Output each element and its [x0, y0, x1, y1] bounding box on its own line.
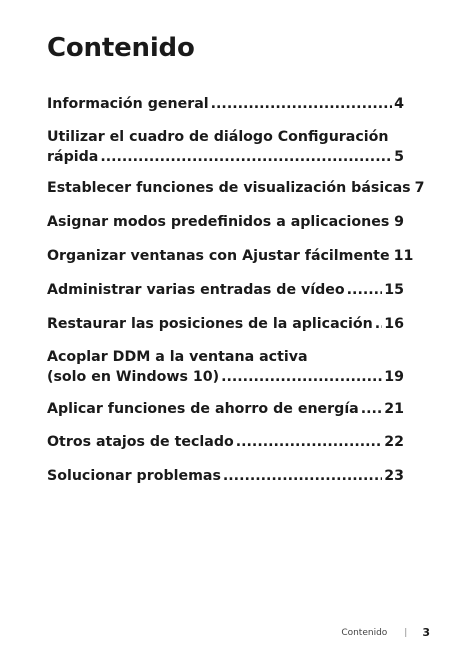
toc-entry-title-continuation: (solo en Windows 10)	[47, 369, 220, 385]
toc-dot-leader	[391, 212, 392, 232]
toc-entry-title: Establecer funciones de visualización básicas	[47, 180, 411, 196]
toc-entry-restaurar-posiciones[interactable]	[47, 314, 404, 334]
toc-page-number: 7	[414, 180, 425, 196]
toc-dot-leader	[375, 314, 382, 334]
toc-dot-leader	[221, 367, 382, 387]
toc-dot-leader	[100, 147, 392, 167]
toc-entry-configuracion-rapida[interactable]	[47, 127, 404, 167]
toc-entry-title: Utilizar el cuadro de diálogo Configuración	[47, 129, 389, 145]
toc-page-number: 22	[384, 434, 404, 450]
toc-entry-title: Aplicar funciones de ahorro de energía	[47, 401, 359, 417]
toc-page-number: 21	[384, 401, 404, 417]
toc-entry-ahorro-energia[interactable]	[47, 399, 404, 419]
toc-entry-title: Asignar modos predefinidos a aplicaciones	[47, 214, 390, 230]
toc-entry-acoplar-ddm[interactable]	[47, 347, 404, 387]
page-footer	[341, 626, 430, 639]
toc-entry-informacion-general[interactable]	[47, 94, 404, 114]
toc-page-number: 9	[394, 214, 404, 230]
toc-page-number: 5	[394, 149, 404, 165]
toc-entry-title: Otros atajos de teclado	[47, 434, 234, 450]
footer-separator: |	[404, 627, 408, 638]
toc-dot-leader	[361, 399, 382, 419]
toc-entry-title: Organizar ventanas con Ajustar fácilmente	[47, 248, 390, 264]
toc-entry-title: Administrar varias entradas de vídeo	[47, 282, 345, 298]
toc-entry-title-continuation: rápida	[47, 149, 99, 165]
toc-entry-atajos-teclado[interactable]	[47, 432, 404, 452]
toc-dot-leader	[211, 94, 392, 114]
toc-page-number: 16	[384, 316, 404, 332]
toc-page-number: 11	[393, 248, 414, 264]
toc-entry-entradas-video[interactable]	[47, 280, 404, 300]
toc-entry-solucionar-problemas[interactable]	[47, 466, 404, 486]
toc-entry-title: Información general	[47, 96, 209, 112]
toc-entry-ajustar-facilmente[interactable]	[47, 246, 414, 266]
footer-page-number: 3	[422, 626, 430, 639]
toc-dot-leader	[347, 280, 383, 300]
toc-entry-title: Acoplar DDM a la ventana activa	[47, 349, 308, 365]
toc-entry-title: Solucionar problemas	[47, 468, 221, 484]
toc-entry-title: Restaurar las posiciones de la aplicación	[47, 316, 373, 332]
footer-section-label: Contenido	[341, 627, 388, 638]
toc-page-number: 4	[394, 96, 404, 112]
toc-entry-funciones-visualizacion[interactable]	[47, 178, 425, 198]
toc-entry-modos-predefinidos[interactable]	[47, 212, 404, 232]
toc-dot-leader	[236, 432, 382, 452]
toc-dot-leader	[223, 466, 382, 486]
page-title: Contenido	[47, 33, 195, 63]
toc-page-number: 19	[384, 369, 404, 385]
toc-page-number: 23	[384, 468, 404, 484]
toc-page-number: 15	[384, 282, 404, 298]
